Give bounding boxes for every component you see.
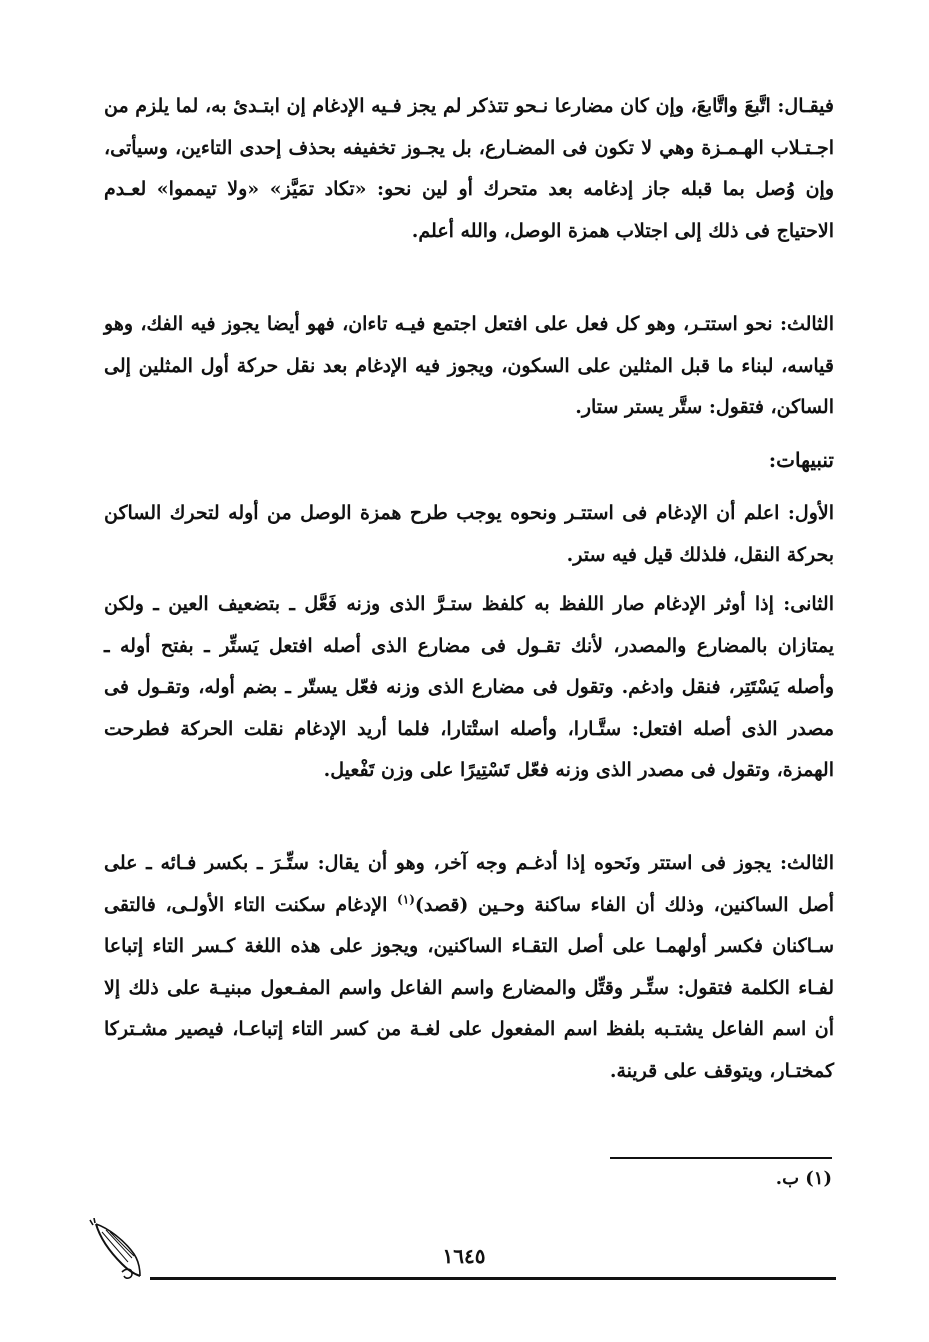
paragraph-note-first xyxy=(104,493,834,576)
page-number: ١٦٤٥ xyxy=(442,1244,486,1268)
footnote-divider xyxy=(610,1157,832,1159)
paragraph-third-rule xyxy=(104,304,834,429)
paragraph-third-rule-text: نحو استتـر، وهو كل فعل على افتعل اجتمع فيـه تاءان، فهو أيضا يجوز فيه الفك، وهو قياسه، لبناء ما قبل المثلين على السكون، ويجوز فيه الإدغام بعد نقل حركة أول المثلين إلى الساكن، فتقول: ستَّر يستر ستار. xyxy=(104,313,834,418)
paragraph-lead: الثالث: xyxy=(779,852,834,874)
section-heading: تنبيهات: xyxy=(768,448,834,472)
paragraph-note-second xyxy=(104,584,834,792)
paragraph-note-third-text-after: الإدغام سكنت التاء الأولـى، فالتقى سـاكنان فكسر أولهمـا على أصل التقـاء الساكنين، ويجوز على هذه اللغة كـسر التاء إتباعا لفـاء الكلمة فتقول: ستِّـر وقتِّل والمضارع واسم الفاعل واسم المفـعول مبنيـة على ذلك إلا أن اسم الفاعل يشتـبه بلفظ اسم المفعول على لغـة من كسر التاء إتباعـا، فيصير مشـتركا كمختـار، ويتوقف على قرينة. xyxy=(104,893,834,1082)
paragraph-intro xyxy=(104,86,834,252)
page-bottom-rule xyxy=(150,1277,836,1280)
paragraph-note-third xyxy=(104,843,834,1092)
quill-ornament-icon xyxy=(88,1218,158,1286)
paragraph-lead: الثانى: xyxy=(783,593,834,615)
paragraph-lead: الثالث: xyxy=(779,313,834,335)
footnote-marker: (١) xyxy=(397,892,415,907)
paragraph-lead: الأول: xyxy=(787,502,834,524)
paragraph-intro-text: فيقـال: اتَّبعَ واتَّابعَ، وإن كان مضارعا نـحو تتذكر لم يجز فـيه الإدغام إن ابتـدئ به، لما يلزم من اجـتـلاب الهـمـزة وهي لا تكون فى المضـارع، بل يجـوز تخفيفه بحذف إحدى التاءين، وسيأتى، وإن وُصل بما قبله جاز إدغامه بعد متحرك أو لين نحو: «تكاد تمَيَّز» «ولا تيمموا» لعـدم الاحتياج فى ذلك إلى اجتلاب همزة الوصل، والله أعلم. xyxy=(104,95,834,242)
paragraph-note-second-text: إذا أوثر الإدغام صار اللفظ به كلفظ ستـرَّ الذى وزنه فَعَّل ـ بتضعيف العين ـ ولكن يمتازان بالمضارع والمصدر، لأنك تقـول فى مضارع الذى أصله افتعل يَستِّر ـ بفتح أوله ـ وأصله يَسْتَتِر، فنقل وادغم. وتقول فى مضارع الذى وزنه فعّل يستّر ـ بضم أوله، وتقـول فى مصدر الذى أصله افتعل: ستَّـارا، وأصله استْتارا، فلما أريد الإدغام نقلت الحركة فطرحت الهمزة، وتقول فى مصدر الذى وزنه فعّل تَسْتِيرًا على وزن تَفْعيل. xyxy=(104,593,834,781)
paragraph-note-third-text: يجوز فى استتر ونَحوه إذا أدغـم وجه آخر، وهو أن يقال: ستِّـرَ ـ بكسر فـائه ـ على أصل الساكنين، وذلك أن الفاء ساكنة وحـين (قصد) xyxy=(104,852,834,916)
paragraph-note-first-text: اعلم أن الإدغام فى استتـر ونحوه يوجب طرح همزة الوصل من أوله لتحرك الساكن بحركة النقل، فلذلك قيل فيه ستر. xyxy=(104,502,834,566)
footnote: (١) ب. xyxy=(775,1168,832,1189)
